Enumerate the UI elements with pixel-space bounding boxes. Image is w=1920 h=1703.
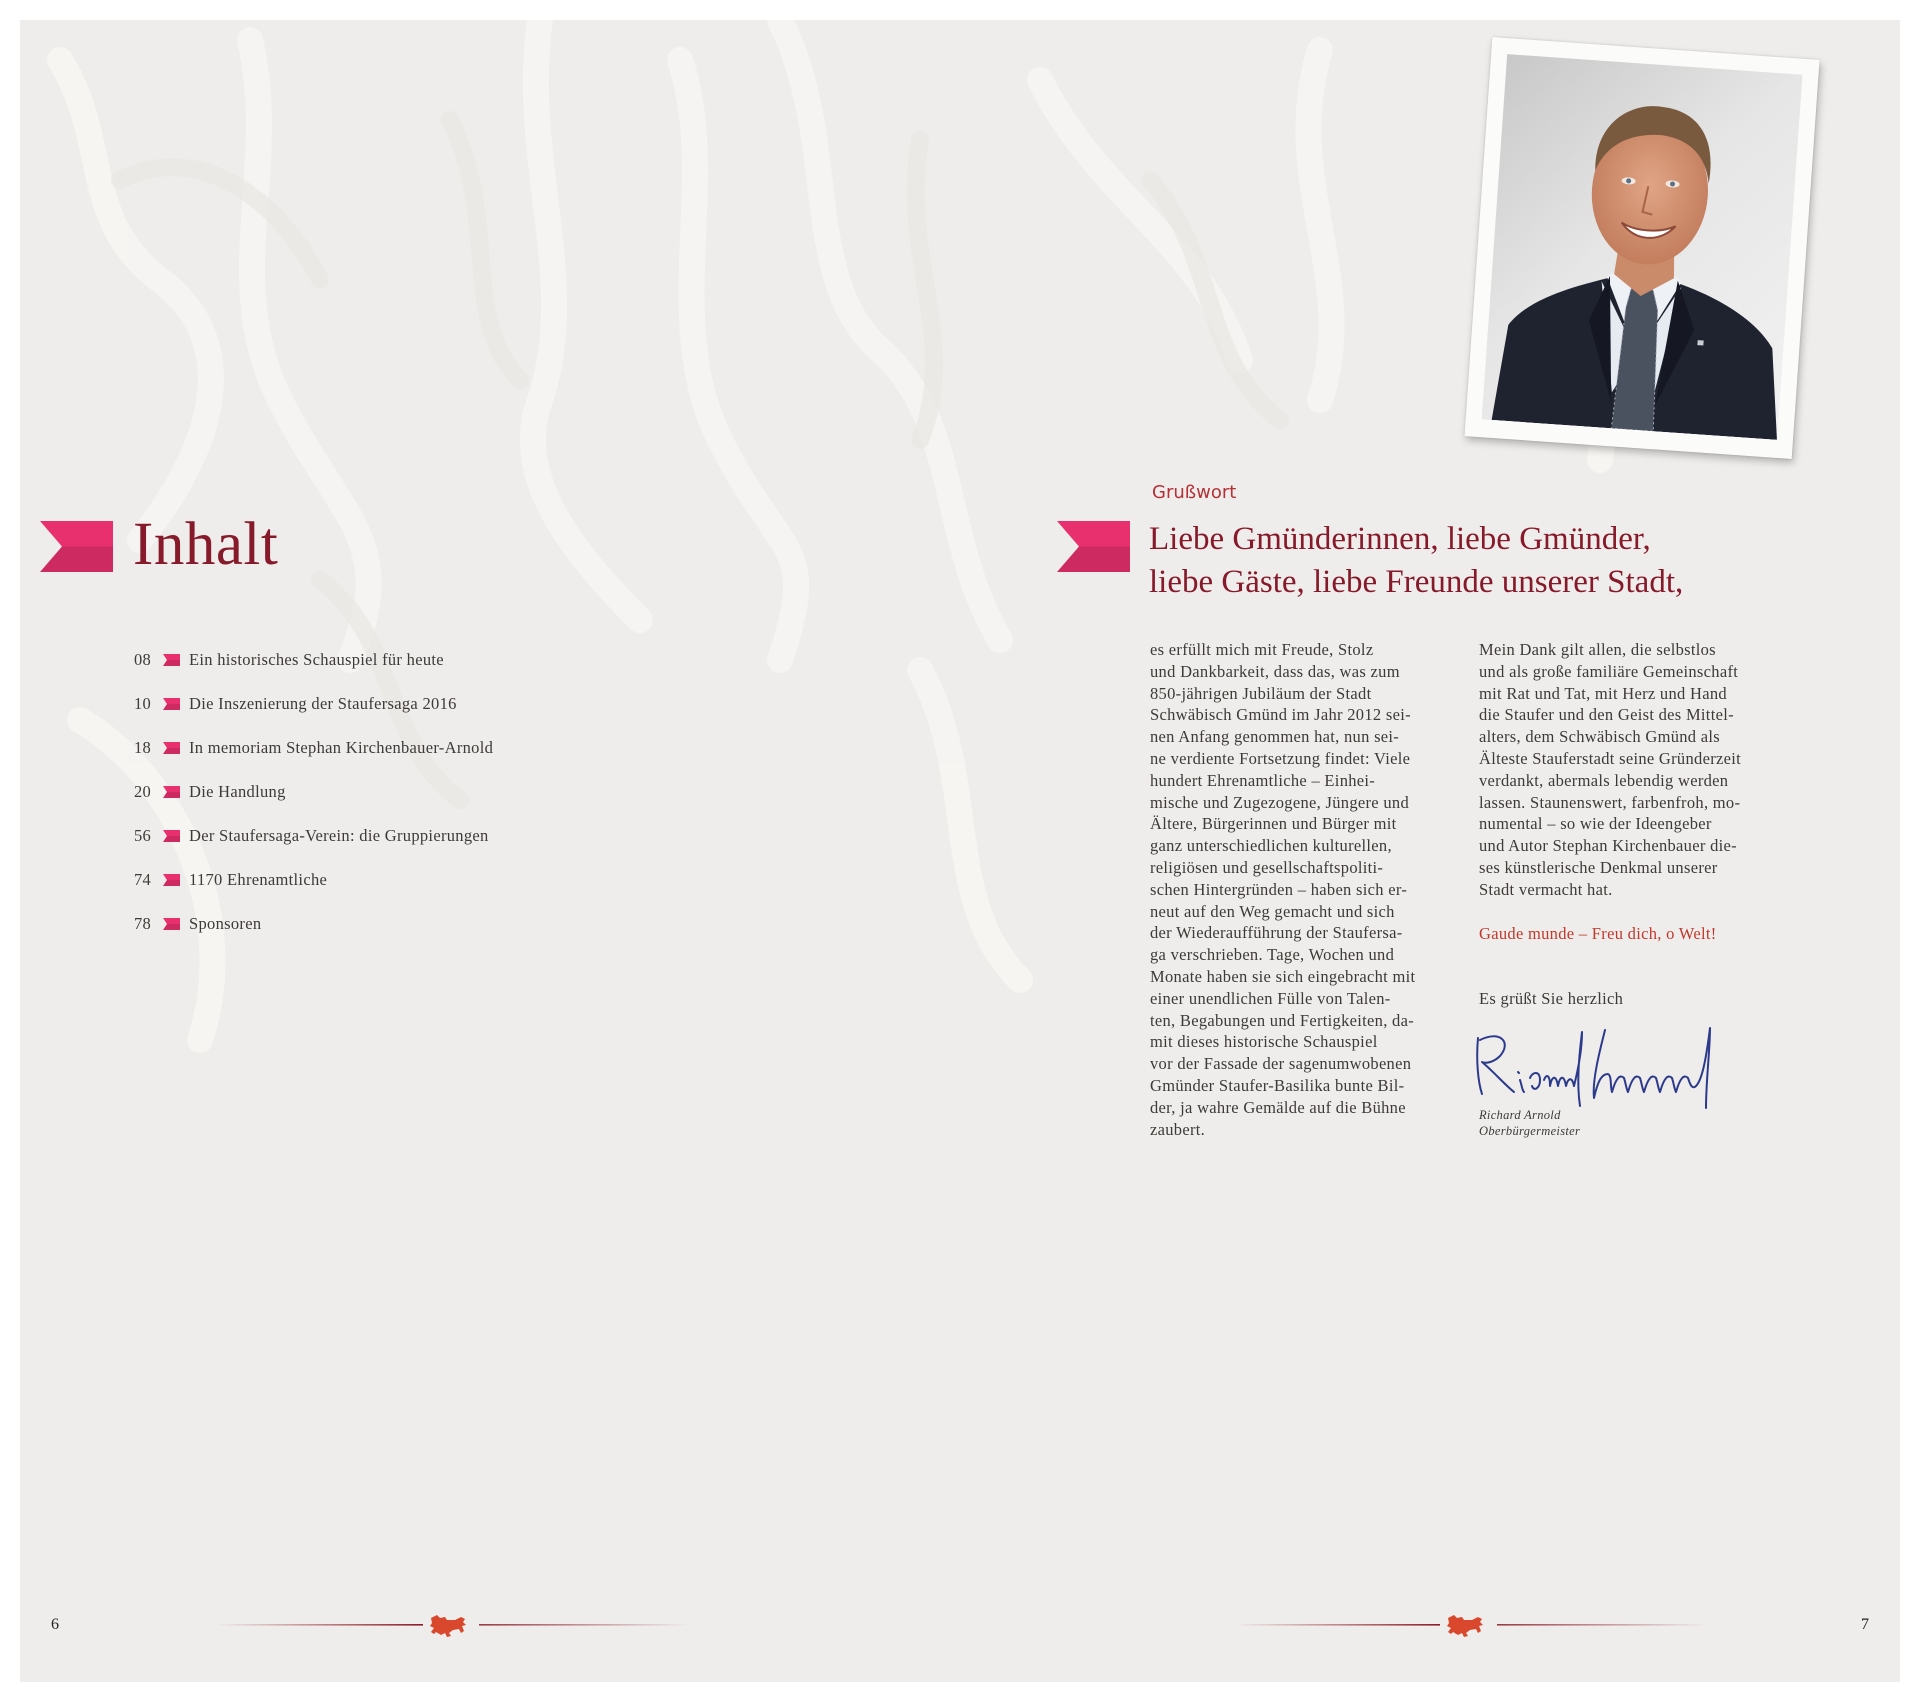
toc-label: In memoriam Stephan Kirchenbauer-Arnold [189,738,494,757]
ribbon-flag-icon [163,830,180,842]
body-column-left [1150,639,1460,1140]
body-text-line: 850-jährigen Jubiläum der Stadt [1150,683,1372,703]
signer-block [1479,1107,1580,1139]
ribbon-flag-icon [163,698,180,710]
ribbon-flag-icon [163,874,180,886]
page-title: Inhalt [133,511,279,578]
section-flag-icon [40,521,113,572]
body-text-line: hundert Ehrenamtliche – Einhei- [1150,770,1376,790]
body-text-line: und Dankbarkeit, dass das, was zum [1150,661,1400,681]
body-text-line: lassen. Staunenswert, farbenfroh, mo- [1479,792,1741,812]
handwritten-signature [1470,1020,1755,1110]
body-text-line: mit dieses historische Schauspiel [1150,1032,1378,1052]
page-number-right: 7 [1861,1616,1869,1633]
signer-title: Oberbürgermeister [1479,1124,1581,1138]
closing-greeting: Es grüßt Sie herzlich [1479,989,1624,1009]
signer-name: Richard Arnold [1479,1108,1561,1122]
body-text-line: der Wiederaufführung der Staufersa- [1150,923,1403,943]
toc-page-number: 08 [134,650,152,669]
body-text-line: verdankt, abermals lebendig werden [1479,770,1729,790]
footer-ornament [215,1610,690,1640]
toc-item[interactable] [134,726,654,770]
portrait-illustration [1482,54,1803,440]
section-flag-icon [1057,521,1130,572]
body-text-line: einer unendlichen Fülle von Talen- [1150,988,1391,1008]
toc-page-number: 20 [134,782,152,801]
portrait-photo [1482,54,1803,440]
toc-label: Die Handlung [189,782,286,801]
ribbon-flag-icon [163,742,180,754]
body-text-line: die Staufer und den Geist des Mittel- [1479,705,1734,725]
body-text-line: mische und Zugezogene, Jüngere und [1150,792,1409,812]
body-text-line: ses künstlerische Denkmal unserer [1479,857,1718,877]
body-text-line: ga verschrieben. Tage, Wochen und [1150,945,1395,965]
body-text-line: Stadt vermacht hat. [1479,879,1613,899]
toc-page-number: 56 [134,826,152,845]
toc-item[interactable] [134,858,654,902]
body-text-line: mit Rat und Tat, mit Herz und Hand [1479,683,1727,703]
ribbon-flag-icon [163,654,180,666]
body-text-line: neut auf den Weg gemacht und sich [1150,901,1395,921]
toc-label: Die Inszenierung der Staufersaga 2016 [189,694,457,713]
toc-label: Der Staufersaga-Verein: die Gruppierungen [189,826,489,845]
greeting-heading [1149,518,1683,604]
heading-line: liebe Gäste, liebe Freunde unserer Stadt, [1149,564,1684,600]
page-number-left: 6 [51,1616,59,1633]
body-text-line: der, ja wahre Gemälde auf die Bühne [1150,1097,1406,1117]
toc-page-number: 10 [134,694,152,713]
lion-icon [430,1615,466,1637]
body-text-line: Älteste Stauferstadt seine Gründerzeit [1479,748,1742,768]
body-text-line: und Autor Stephan Kirchenbauer die- [1479,836,1737,856]
toc-item[interactable] [134,638,654,682]
body-text-line: Gmünder Staufer-Basilika bunte Bil- [1150,1075,1405,1095]
toc-label: Ein historisches Schauspiel für heute [189,650,444,669]
heading-line: Liebe Gmünderinnen, liebe Gmünder, [1149,521,1651,557]
table-of-contents [134,638,654,946]
motto-text: Gaude munde – Freu dich, o Welt! [1479,923,1717,943]
body-text-line: zaubert. [1150,1119,1206,1139]
brochure-spread [20,20,1900,1682]
portrait-photo-frame [1464,37,1819,459]
toc-label: 1170 Ehrenamtliche [189,870,328,889]
toc-label: Sponsoren [189,914,262,933]
body-text-line: Mein Dank gilt allen, die selbstlos [1479,640,1716,659]
toc-page-number: 18 [134,738,152,757]
toc-page-number: 78 [134,914,152,933]
body-text-line: Monate haben sie sich eingebracht mit [1150,966,1416,986]
body-column-right [1479,639,1799,1010]
body-text-line: Ältere, Bürgerinnen und Bürger mit [1150,814,1397,834]
body-text-line: nen Anfang genommen hat, nun sei- [1150,727,1400,747]
ribbon-flag-icon [163,786,180,798]
body-text-line: es erfüllt mich mit Freude, Stolz [1150,640,1374,659]
toc-item[interactable] [134,770,654,814]
toc-item[interactable] [134,902,654,946]
lion-icon [1447,1615,1483,1637]
ribbon-flag-icon [163,918,180,930]
body-text-line: numental – so wie der Ideengeber [1479,814,1712,834]
toc-item[interactable] [134,682,654,726]
toc-item[interactable] [134,814,654,858]
body-text-line: alters, dem Schwäbisch Gmünd als [1479,727,1721,747]
body-text-line: vor der Fassade der sagenumwobenen [1150,1054,1412,1074]
section-kicker: Grußwort [1152,482,1237,503]
footer-ornament [1234,1610,1709,1640]
body-text-line: ne verdiente Fortsetzung findet: Viele [1150,748,1411,768]
toc-page-number: 74 [134,870,152,889]
body-text-line: und als große familiäre Gemeinschaft [1479,661,1739,681]
body-text-line: Schwäbisch Gmünd im Jahr 2012 sei- [1150,705,1411,725]
body-text-line: religiösen und gesellschaftspoliti- [1150,857,1384,877]
body-text-line: schen Hintergründen – haben sich er- [1150,879,1408,899]
body-text-line: ganz unterschiedlichen kulturellen, [1150,836,1392,856]
body-text-line: ten, Begabungen und Fertigkeiten, da- [1150,1010,1415,1030]
